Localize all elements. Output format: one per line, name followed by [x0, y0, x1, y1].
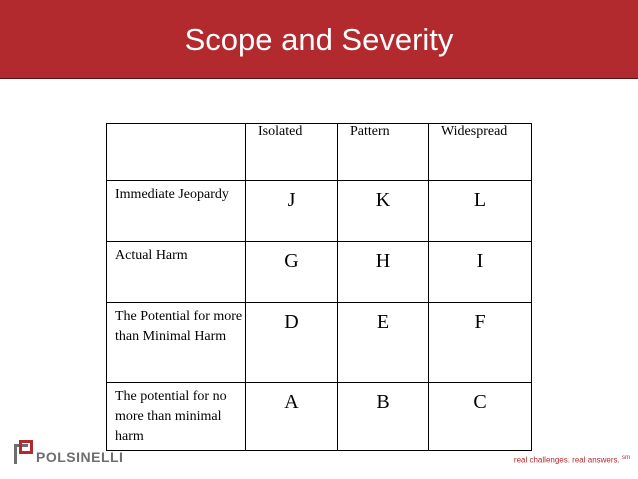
cell-j: J — [246, 181, 338, 242]
cell-c: C — [429, 383, 532, 451]
table-row — [107, 383, 532, 451]
header-corner-cell — [107, 124, 246, 181]
logo-text: POLSINELLI — [36, 449, 124, 465]
cell-h: H — [338, 242, 429, 303]
polsinelli-logo-icon — [14, 440, 34, 466]
footer-tagline: real challenges. real answers. $^{sm}$ — [513, 455, 630, 465]
cell-a: A — [246, 383, 338, 451]
table-row — [107, 242, 532, 303]
cell-k: K — [338, 181, 429, 242]
cell-e: E — [338, 303, 429, 383]
cell-g: G — [246, 242, 338, 303]
row-label-actual-harm: Actual Harm — [107, 242, 246, 303]
row-label-potential-more-than-minimal: The Potential for more than Minimal Harm — [107, 303, 246, 383]
slide-title: Scope and Severity — [184, 22, 454, 57]
scope-severity-table — [106, 123, 532, 451]
header-isolated: Isolated — [246, 124, 338, 181]
cell-i: I — [429, 242, 532, 303]
cell-l: L — [429, 181, 532, 242]
table-row — [107, 303, 532, 383]
row-label-potential-no-more-than-minimal: The potential for no more than minimal harm — [107, 383, 246, 451]
cell-f: F — [429, 303, 532, 383]
cell-d: D — [246, 303, 338, 383]
table-row — [107, 181, 532, 242]
header-pattern: Pattern — [338, 124, 429, 181]
row-label-immediate-jeopardy: Immediate Jeopardy — [107, 181, 246, 242]
table-header-row — [107, 124, 532, 181]
cell-b: B — [338, 383, 429, 451]
header-widespread: Widespread — [429, 124, 532, 181]
title-bar — [0, 0, 638, 79]
service-mark: sm — [622, 455, 630, 461]
